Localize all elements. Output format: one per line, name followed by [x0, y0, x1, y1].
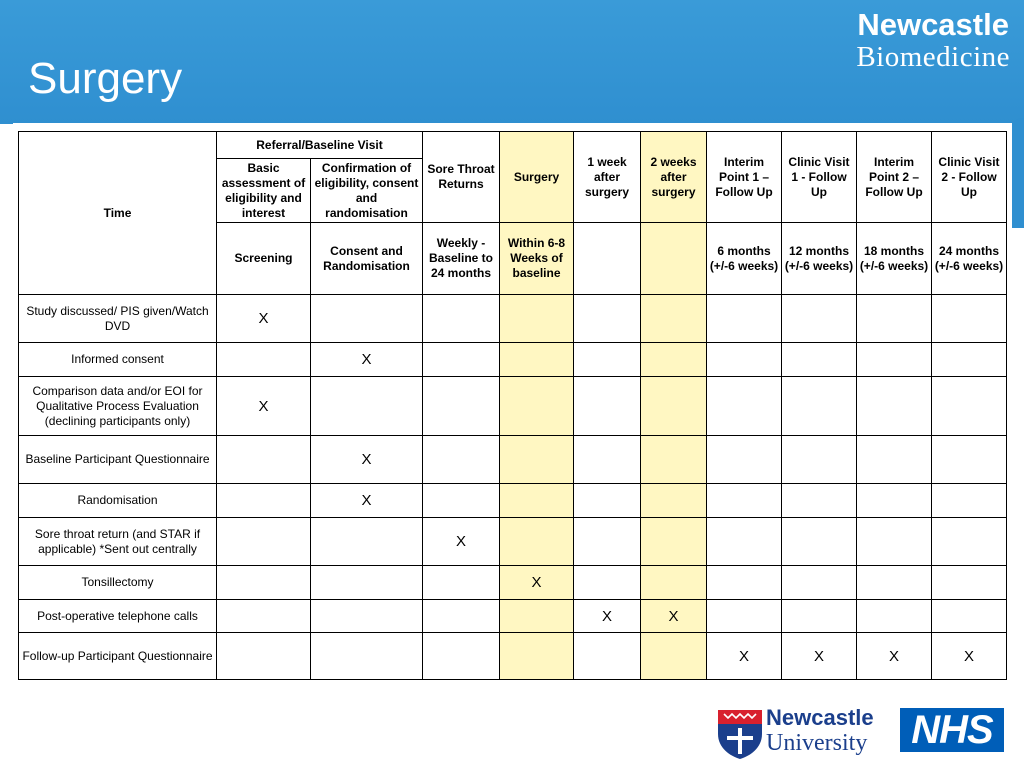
activity-label: Randomisation [19, 484, 217, 518]
cell-interim2 [857, 343, 932, 377]
cell-clinic2: X [932, 633, 1007, 680]
timing-consent: Consent and Randomisation [311, 223, 423, 295]
cell-week1 [574, 343, 641, 377]
interim2-header: Interim Point 2 – Follow Up [857, 132, 932, 223]
brand-line-2: Biomedicine [856, 41, 1010, 73]
nhs-logo: NHS [900, 708, 1004, 752]
cell-clinic1 [782, 436, 857, 484]
cell-clinic1 [782, 343, 857, 377]
referral-baseline-header: Referral/Baseline Visit [217, 132, 423, 159]
week2-header: 2 weeks after surgery [641, 132, 707, 223]
cell-screening [217, 484, 311, 518]
activity-label: Study discussed/ PIS given/Watch DVD [19, 295, 217, 343]
cell-week2 [641, 633, 707, 680]
cell-sore-throat [423, 343, 500, 377]
cell-consent [311, 633, 423, 680]
cell-surgery [500, 436, 574, 484]
cell-interim1 [707, 343, 782, 377]
cell-consent [311, 600, 423, 633]
activity-rows [19, 295, 1007, 680]
cell-surgery [500, 377, 574, 436]
cell-interim1 [707, 600, 782, 633]
cell-sore-throat [423, 436, 500, 484]
cell-sore-throat: X [423, 518, 500, 566]
cell-clinic1 [782, 566, 857, 600]
cell-clinic1 [782, 377, 857, 436]
university-crest-icon [716, 708, 764, 760]
table-row [19, 518, 1007, 566]
cell-surgery [500, 633, 574, 680]
cell-clinic1: X [782, 633, 857, 680]
university-line-1: Newcastle [766, 705, 874, 730]
university-line-2: University [766, 730, 868, 756]
cell-screening [217, 633, 311, 680]
timing-interim2: 18 months (+/-6 weeks) [857, 223, 932, 295]
cell-clinic1 [782, 518, 857, 566]
cell-interim1 [707, 295, 782, 343]
cell-interim1: X [707, 633, 782, 680]
cell-screening: X [217, 295, 311, 343]
cell-clinic2 [932, 295, 1007, 343]
timing-clinic2: 24 months (+/-6 weeks) [932, 223, 1007, 295]
cell-consent [311, 566, 423, 600]
cell-week1 [574, 295, 641, 343]
cell-clinic1 [782, 295, 857, 343]
activity-label: Informed consent [19, 343, 217, 377]
activity-label: Baseline Participant Questionnaire [19, 436, 217, 484]
activity-label: Post-operative telephone calls [19, 600, 217, 633]
cell-interim2: X [857, 633, 932, 680]
time-header: Time [19, 132, 217, 295]
cell-clinic2 [932, 377, 1007, 436]
cell-screening [217, 600, 311, 633]
cell-interim1 [707, 518, 782, 566]
cell-week1 [574, 633, 641, 680]
cell-interim2 [857, 600, 932, 633]
cell-interim2 [857, 484, 932, 518]
timing-surgery: Within 6-8 Weeks of baseline [500, 223, 574, 295]
cell-interim1 [707, 566, 782, 600]
cell-week2 [641, 518, 707, 566]
timing-week2 [641, 223, 707, 295]
cell-clinic2 [932, 600, 1007, 633]
table-row [19, 633, 1007, 680]
cell-clinic2 [932, 566, 1007, 600]
cell-clinic2 [932, 436, 1007, 484]
cell-sore-throat [423, 600, 500, 633]
cell-clinic2 [932, 484, 1007, 518]
cell-interim1 [707, 436, 782, 484]
cell-interim1 [707, 484, 782, 518]
cell-week2 [641, 295, 707, 343]
cell-consent [311, 518, 423, 566]
table-row [19, 484, 1007, 518]
cell-consent [311, 377, 423, 436]
cell-surgery: X [500, 566, 574, 600]
cell-surgery [500, 518, 574, 566]
cell-sore-throat [423, 484, 500, 518]
cell-consent: X [311, 436, 423, 484]
basic-assessment-header: Basic assessment of eligibility and interest [217, 159, 311, 223]
schedule-table [18, 131, 1007, 680]
cell-screening: X [217, 377, 311, 436]
table-row [19, 566, 1007, 600]
cell-sore-throat [423, 633, 500, 680]
cell-sore-throat [423, 295, 500, 343]
cell-screening [217, 343, 311, 377]
cell-week1: X [574, 600, 641, 633]
cell-interim2 [857, 377, 932, 436]
cell-screening [217, 436, 311, 484]
sore-throat-header: Sore Throat Returns [423, 132, 500, 223]
university-wordmark [766, 706, 874, 756]
timing-interim1: 6 months (+/-6 weeks) [707, 223, 782, 295]
slide-title: Surgery [28, 54, 183, 103]
cell-week1 [574, 436, 641, 484]
cell-week2 [641, 436, 707, 484]
cell-interim2 [857, 295, 932, 343]
clinic1-header: Clinic Visit 1 - Follow Up [782, 132, 857, 223]
cell-clinic2 [932, 343, 1007, 377]
cell-interim1 [707, 377, 782, 436]
cell-week1 [574, 484, 641, 518]
cell-sore-throat [423, 377, 500, 436]
cell-consent [311, 295, 423, 343]
cell-week2 [641, 343, 707, 377]
footer-logos [716, 706, 1006, 762]
cell-consent: X [311, 343, 423, 377]
timing-sore-throat: Weekly - Baseline to 24 months [423, 223, 500, 295]
cell-interim2 [857, 518, 932, 566]
cell-consent: X [311, 484, 423, 518]
cell-surgery [500, 484, 574, 518]
timing-screening: Screening [217, 223, 311, 295]
cell-week2: X [641, 600, 707, 633]
cell-screening [217, 566, 311, 600]
cell-sore-throat [423, 566, 500, 600]
table-row [19, 600, 1007, 633]
interim1-header: Interim Point 1 – Follow Up [707, 132, 782, 223]
clinic2-header: Clinic Visit 2 - Follow Up [932, 132, 1007, 223]
cell-interim2 [857, 436, 932, 484]
cell-clinic1 [782, 600, 857, 633]
cell-surgery [500, 600, 574, 633]
confirmation-header: Confirmation of eligibility, consent and randomisation [311, 159, 423, 223]
cell-week2 [641, 377, 707, 436]
activity-label: Follow-up Participant Questionnaire [19, 633, 217, 680]
brand-logo [856, 8, 1010, 72]
cell-surgery [500, 295, 574, 343]
cell-week2 [641, 484, 707, 518]
cell-week1 [574, 377, 641, 436]
cell-week2 [641, 566, 707, 600]
surgery-header: Surgery [500, 132, 574, 223]
cell-clinic1 [782, 484, 857, 518]
activity-label: Sore throat return (and STAR if applicable) *Sent out centrally [19, 518, 217, 566]
table-row [19, 343, 1007, 377]
cell-week1 [574, 566, 641, 600]
cell-interim2 [857, 566, 932, 600]
table-row [19, 436, 1007, 484]
cell-week1 [574, 518, 641, 566]
activity-label: Tonsillectomy [19, 566, 217, 600]
week1-header: 1 week after surgery [574, 132, 641, 223]
brand-line-1: Newcastle [857, 7, 1009, 42]
cell-screening [217, 518, 311, 566]
timing-clinic1: 12 months (+/-6 weeks) [782, 223, 857, 295]
cell-surgery [500, 343, 574, 377]
table-row [19, 377, 1007, 436]
activity-label: Comparison data and/or EOI for Qualitative Process Evaluation (declining participants only) [19, 377, 217, 436]
cell-clinic2 [932, 518, 1007, 566]
timing-week1 [574, 223, 641, 295]
table-row [19, 295, 1007, 343]
